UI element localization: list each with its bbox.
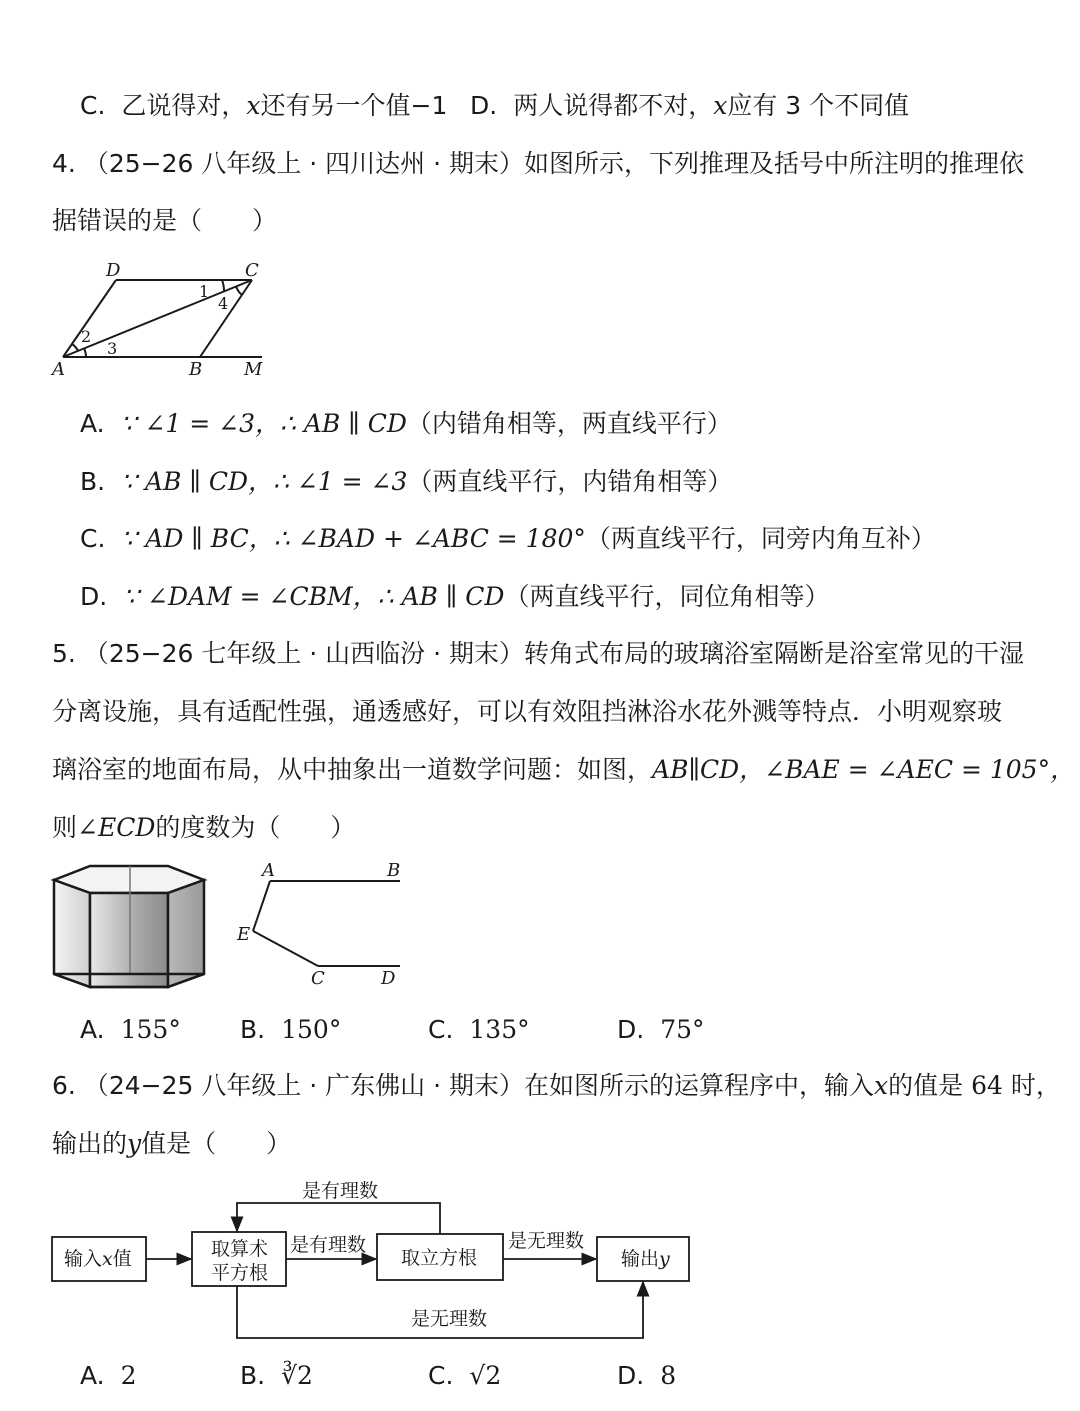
label-d: D [106,260,121,281]
q4-stem-line1: 4. （25−26 八年级上 · 四川达州 · 期末）如图所示，下列推理及括号中所注明的推理依 [52,149,1025,178]
label-c: C [245,260,259,281]
label-c: C [311,968,325,989]
label-m: M [244,359,263,380]
flow-label-irrational-bottom: 是无理数 [411,1308,488,1330]
option-label: C. [80,91,106,120]
arrow-cbrt-loop-back [237,1203,440,1234]
q5-stem-line1: 5. （25−26 七年级上 · 山西临汾 · 期末）转角式布局的玻璃浴室隔断是浴室常见的干湿 [52,639,1025,668]
square-root-two: √2 [469,1361,502,1390]
q5-stem-line3: 璃浴室的地面布局，从中抽象出一道数学问题：如图，AB∥CD，∠BAE = ∠AEC = 105°， [52,755,1076,784]
label-a: A [262,860,275,881]
label-e: E [237,924,251,945]
cube-root-two: ∛2 [281,1361,313,1390]
q6-option-b[interactable]: B. ∛2 [240,1361,313,1390]
angle-label-1: 1 [199,282,210,301]
q4-option-b[interactable]: B. ∵ AB ∥ CD，∴ ∠1 = ∠3（两直线平行，内错角相等） [80,467,733,496]
flow-label-irrational-right: 是无理数 [508,1230,585,1252]
q6-option-a[interactable]: A. 2 [80,1361,137,1390]
question-number: 5. [52,639,76,668]
q6-stem-line2: 输出的y值是（ ） [52,1129,292,1158]
q5-stem-line4: 则∠ECD的度数为（ ） [52,813,356,842]
q3-option-d[interactable]: D. 两人说得都不对，x应有 3 个不同值 [470,88,909,124]
flow-input-text: 输入x值 [64,1248,132,1270]
q5-stem-line2: 分离设施，具有适配性强，通透感好，可以有效阻挡淋浴水花外溅等特点．小明观察玻 [52,697,1003,726]
flow-sqrt-text-line1: 取算术 [211,1238,269,1260]
q5-option-c[interactable]: C. 135° [428,1015,530,1044]
question-source: （25−26 七年级上 · 山西临汾 · 期末） [83,639,525,668]
label-d: D [381,968,396,989]
question-number: 4. [52,149,76,178]
flow-output-text: 输出y [621,1248,670,1270]
q6-option-d[interactable]: D. 8 [617,1361,677,1390]
flow-label-rational-top: 是有理数 [302,1180,379,1202]
q4-option-d[interactable]: D. ∵ ∠DAM = ∠CBM，∴ AB ∥ CD（两直线平行，同位角相等） [80,582,830,611]
q4-option-a[interactable]: A. ∵ ∠1 = ∠3，∴ AB ∥ CD（内错角相等，两直线平行） [80,409,732,438]
flow-label-rational-mid: 是有理数 [290,1234,367,1256]
label-a: A [52,359,65,380]
angle-label-4: 4 [218,294,229,313]
flow-sqrt-text-line2: 平方根 [211,1262,269,1284]
q5-option-a[interactable]: A. 155° [80,1015,181,1044]
q6-stem-line1: 6. （24−25 八年级上 · 广东佛山 · 期末）在如图所示的运算程序中，输入x的值是 64 时， [52,1071,1061,1100]
q5-option-d[interactable]: D. 75° [617,1015,705,1044]
label-b: B [387,860,401,881]
q5-option-b[interactable]: B. 150° [240,1015,342,1044]
question-number: 6. [52,1071,76,1100]
q3-option-c[interactable]: C. 乙说得对，x还有另一个值−1 [80,88,447,124]
option-label: D. [470,91,498,120]
label-b: B [189,359,203,380]
q4-option-c[interactable]: C. ∵ AD ∥ BC，∴ ∠BAD + ∠ABC = 180°（两直线平行，同旁内角互补） [80,524,936,553]
angle-label-2: 2 [81,327,92,346]
flow-cbrt-text: 取立方根 [401,1247,478,1269]
angle-label-3: 3 [107,339,118,358]
question-source: （25−26 八年级上 · 四川达州 · 期末） [83,149,525,178]
question-source: （24−25 八年级上 · 广东佛山 · 期末） [83,1071,525,1100]
q6-option-c[interactable]: C. √2 [428,1361,502,1390]
q4-stem-line2: 据错误的是（ ） [52,206,278,235]
